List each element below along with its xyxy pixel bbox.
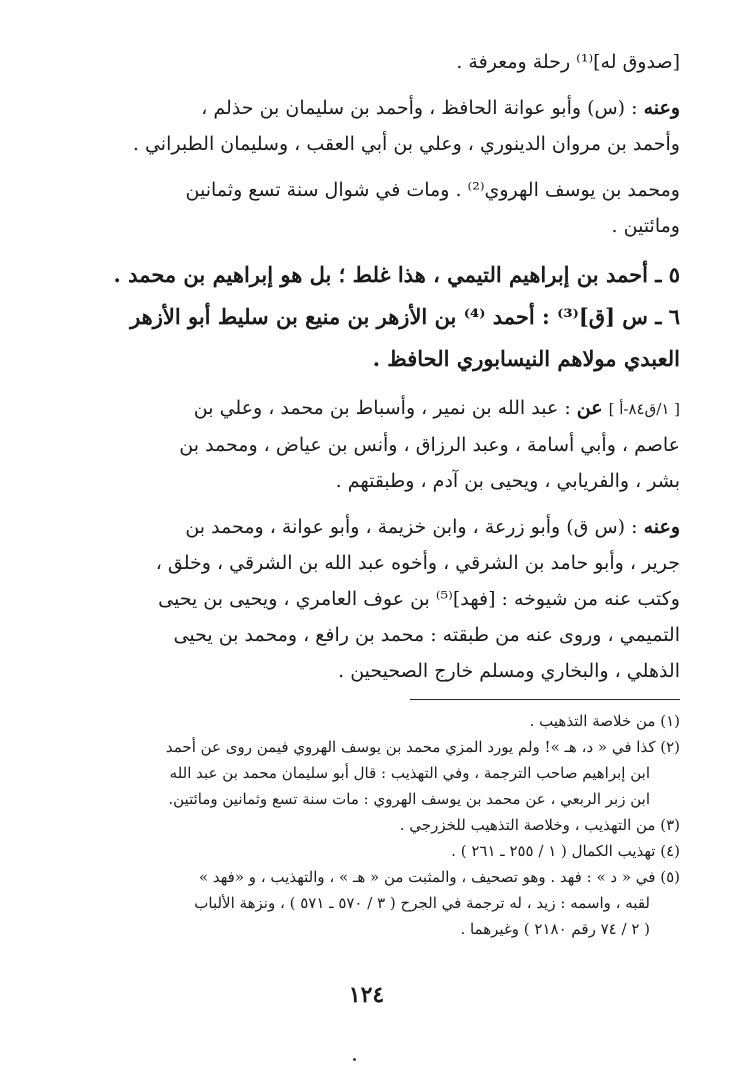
manuscript-ref: [ ١/ق٨٤-أ ] xyxy=(608,400,680,418)
text-line xyxy=(70,90,680,126)
entry-heading-5: ٥ ـ أحمد بن إبراهيم التيمي ، هذا غلط ؛ بل هو إبراهيم بن محمد . xyxy=(113,262,680,287)
label-an: عن xyxy=(576,397,603,419)
footnote-2-cont: ابن إبراهيم صاحب الترجمة ، وفي التهذيب : قال أبو سليمان محمد بن عبد الله xyxy=(169,764,650,782)
bottom-dot xyxy=(353,1058,356,1061)
page-body xyxy=(70,44,680,942)
footnote-4: (٤) تهذيب الكمال ( ١ / ٢٥٥ ـ ٢٦١ ) . xyxy=(451,842,680,860)
label-anhu: وعنه xyxy=(643,97,680,119)
entry-heading-6-cont: العبدي مولاهم النيسابوري الحافظ . xyxy=(372,346,680,371)
text-line: وكتب عنه من شيوخه : [فهد]⁽⁵⁾ بن عوف العامري ، ويحيى بن يحيى xyxy=(158,588,680,610)
label-anhu: وعنه xyxy=(643,516,680,538)
text-line: ومائتين . xyxy=(611,215,680,237)
text-line xyxy=(70,390,680,427)
text-span: : عبد الله بن نمير ، وأسباط بن محمد ، وعلي بن xyxy=(193,397,577,419)
footnote-1: (١) من خلاصة التذهيب . xyxy=(529,712,680,730)
footnote-2: (٢) كذا في « د، هـ »! ولم يورد المزي محمد بن يوسف الهروي فيمن روى عن أحمد xyxy=(165,738,680,756)
text-line: وأحمد بن مروان الدينوري ، وعلي بن أبي العقب ، وسليمان الطبراني . xyxy=(132,133,680,155)
footnote-separator xyxy=(410,699,680,700)
text-line: ومحمد بن يوسف الهروي⁽²⁾ . ومات في شوال سنة تسع وثمانين xyxy=(185,179,680,201)
page-number: ١٢٤ xyxy=(348,982,385,1008)
text-line: [صدوق له]⁽¹⁾ رحلة ومعرفة . xyxy=(456,51,680,73)
text-line: التميمي ، وروى عنه من طبقته : محمد بن رافع ، ومحمد بن يحيى xyxy=(173,624,680,646)
entry-heading-6: ٦ ـ س [ق]⁽³⁾ : أحمد ⁽⁴⁾ بن الأزهر بن منيع بن سليط أبو الأزهر xyxy=(130,304,680,329)
text-span: : (س) وأبو عوانة الحافظ ، وأحمد بن سليمان بن حذلم ، xyxy=(201,97,644,119)
text-line: عاصم ، وأبي أسامة ، وعبد الرزاق ، وأنس بن عياض ، ومحمد بن xyxy=(179,434,680,456)
footnote-2-cont: ابن زبر الربعي ، عن محمد بن يوسف الهروي : مات سنة تسع وثمانين ومائتين. xyxy=(168,790,650,808)
footnote-3: (٣) من التهذيب ، وخلاصة التذهيب للخزرجي . xyxy=(399,816,680,834)
text-line: بشر ، والفريابي ، ويحيى بن آدم ، وطبقتهم . xyxy=(335,470,680,492)
text-line xyxy=(70,509,680,545)
footnote-5-cont: ( ٢ / ٧٤ رقم ٢١٨٠ ) وغيرهما . xyxy=(460,920,650,938)
footnote-5-cont: لقبه ، واسمه : زيد ، له ترجمة في الجرح ( ٣ / ٥٧٠ ـ ٥٧١ ) ، ونزهة الألباب xyxy=(194,894,650,912)
text-line: الذهلي ، والبخاري ومسلم خارج الصحيحين . xyxy=(338,660,680,682)
text-span: : (س ق) وأبو زرعة ، وابن خزيمة ، وأبو عوانة ، ومحمد بن xyxy=(185,516,644,538)
text-line: جرير ، وأبو حامد بن الشرقي ، وأخوه عبد الله بن الشرقي ، وخلق ، xyxy=(155,552,680,574)
footnote-5: (٥) في « د » : فهد . وهو تصحيف ، والمثبت من « هـ » ، والتهذيب ، و «فهد » xyxy=(198,868,680,886)
